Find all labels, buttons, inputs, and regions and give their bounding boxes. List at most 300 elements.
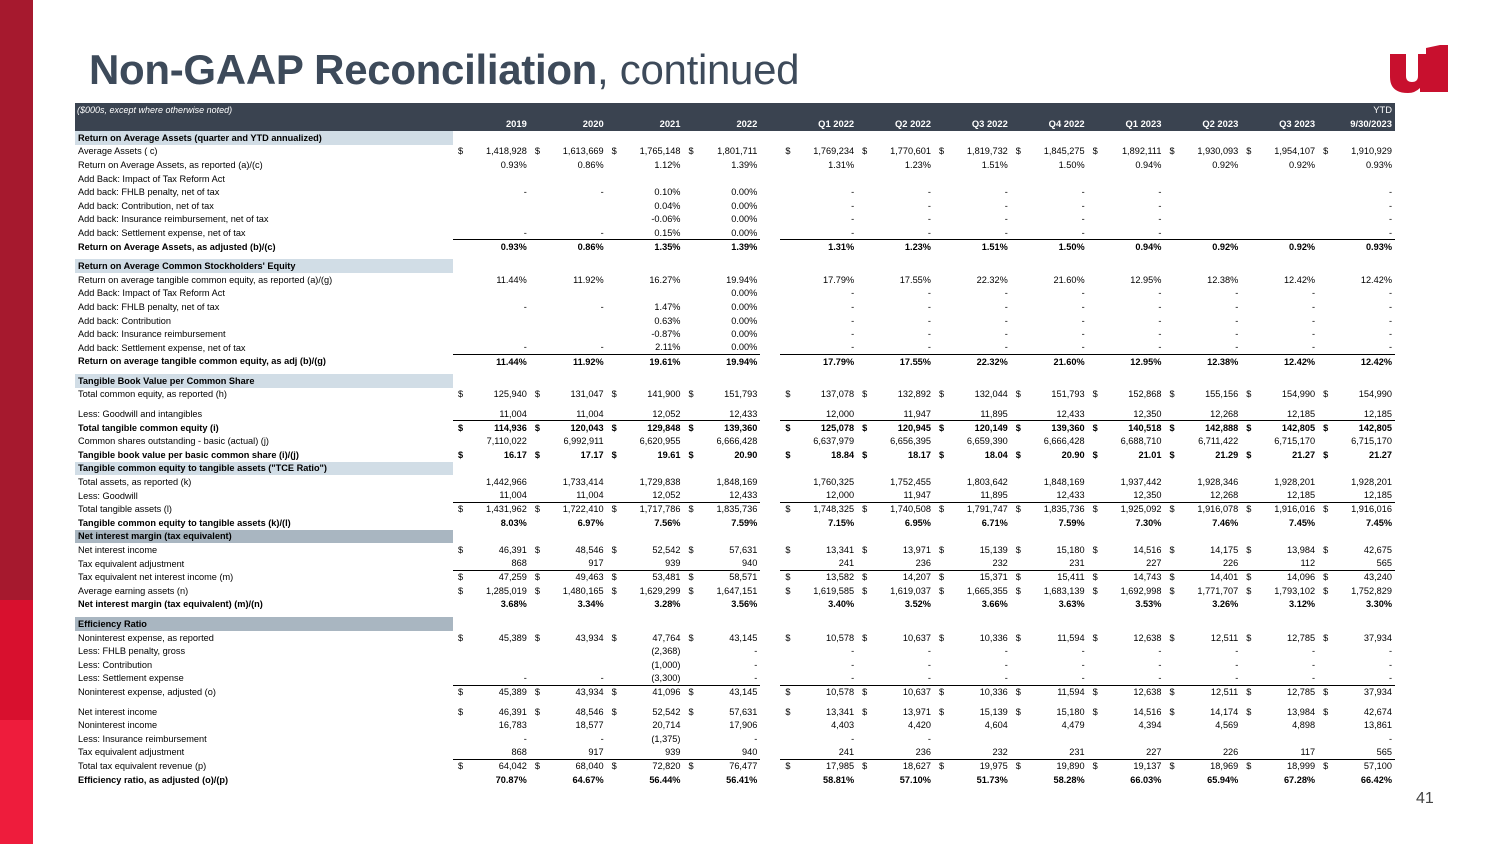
- row-label: Less: Goodwill and intangibles: [78, 409, 203, 420]
- table-cell: [607, 226, 684, 240]
- table-cell: [607, 314, 684, 328]
- cell-value: -: [1081, 227, 1085, 238]
- table-row: [75, 718, 1395, 732]
- cell-value: (3,300): [651, 673, 681, 684]
- table-cell: [607, 658, 684, 672]
- table-cell: [1088, 199, 1165, 213]
- table-cell: [607, 685, 684, 699]
- cell-value: -0.06%: [651, 214, 681, 225]
- table-cell: [934, 145, 1011, 159]
- cell-value: 12,785: [1287, 632, 1316, 643]
- table-cell: [857, 489, 934, 503]
- table-cell: [780, 718, 857, 732]
- table-cell: [934, 489, 1011, 503]
- cell-value: 67.28%: [1283, 774, 1316, 785]
- cell-value: 1.35%: [654, 241, 681, 252]
- cell-value: 1,937,442: [1120, 477, 1162, 488]
- row-label: Total tax equivalent revenue (p): [78, 760, 207, 771]
- table-cell: [530, 158, 607, 172]
- table-cell: [1088, 631, 1165, 645]
- cell-value: 12,433: [729, 490, 758, 501]
- col-header-quarter: Q2 2023: [1164, 117, 1241, 131]
- cell-value: 7.46%: [1212, 517, 1239, 528]
- table-cell: [1318, 314, 1395, 328]
- table-cell: [857, 759, 934, 773]
- row-label: Tangible common equity to tangible assets (k)/(l): [78, 517, 291, 528]
- table-cell: [1011, 584, 1088, 598]
- currency-symbol: $: [611, 687, 617, 698]
- cell-value: 1,848,169: [716, 477, 758, 488]
- table-cell: [857, 158, 934, 172]
- table-cell: [1088, 407, 1165, 421]
- table-cell: [1164, 584, 1241, 598]
- cell-value: -: [523, 342, 527, 353]
- table-cell: [607, 746, 684, 760]
- row-label: Tax equivalent net interest income (m): [78, 572, 234, 583]
- currency-symbol: $: [1169, 687, 1175, 698]
- table-cell: [1011, 759, 1088, 773]
- cell-value: 68,040: [575, 761, 604, 772]
- table-cell: [683, 516, 760, 530]
- table-cell: [1164, 746, 1241, 760]
- cell-value: -: [523, 301, 527, 312]
- table-cell: [857, 421, 934, 435]
- cell-value: 12,433: [1056, 408, 1085, 419]
- title-bold: Non-GAAP Reconciliation: [89, 46, 598, 93]
- cell-value: 72,820: [652, 761, 681, 772]
- cell-value: 1,819,732: [966, 146, 1008, 157]
- table-cell: [683, 240, 760, 254]
- currency-symbol: $: [1092, 585, 1098, 596]
- table-cell: [607, 502, 684, 516]
- cell-value: 1,431,962: [485, 504, 527, 515]
- table-cell: [607, 631, 684, 645]
- table-cell: [1318, 685, 1395, 699]
- cell-value: 11,004: [576, 408, 604, 419]
- cell-value: 43,145: [729, 632, 758, 643]
- table-cell: [1318, 388, 1395, 402]
- cell-value: 1,928,201: [1274, 477, 1316, 488]
- cell-value: 1,733,414: [562, 477, 604, 488]
- table-cell: [934, 434, 1011, 448]
- table-cell: [1088, 158, 1165, 172]
- ytd-header: YTD: [1318, 103, 1395, 117]
- table-cell: [530, 287, 607, 301]
- table-cell: [780, 543, 857, 557]
- cell-value: 1,629,299: [639, 585, 681, 596]
- table-cell: [607, 718, 684, 732]
- row-label: Noninterest income: [78, 720, 158, 731]
- table-cell: [683, 421, 760, 435]
- cell-value: 4,569: [1215, 720, 1239, 731]
- table-cell: [1011, 185, 1088, 199]
- currency-symbol: $: [458, 422, 464, 433]
- currency-symbol: $: [938, 706, 945, 717]
- section-header-row: [75, 374, 1395, 388]
- table-cell: [1088, 172, 1165, 186]
- table-cell: [607, 199, 684, 213]
- col-header-annual: 2019: [453, 117, 530, 131]
- currency-symbol: $: [458, 632, 464, 643]
- table-cell: [857, 672, 934, 686]
- cell-value: 1,692,998: [1120, 585, 1162, 596]
- cell-value: 45,389: [498, 687, 527, 698]
- currency-symbol: $: [534, 146, 540, 157]
- cell-value: 19,975: [979, 761, 1008, 772]
- table-cell: [1088, 489, 1165, 503]
- cell-value: -: [1004, 301, 1008, 312]
- table-cell: [857, 685, 934, 699]
- table-cell: [1011, 421, 1088, 435]
- cell-value: 48,546: [575, 706, 604, 717]
- table-cell: [1318, 407, 1395, 421]
- table-cell: [1164, 557, 1241, 571]
- cell-value: 6,992,911: [563, 436, 604, 447]
- table-cell: [453, 631, 530, 645]
- cell-value: 11,004: [499, 408, 527, 419]
- cell-value: 6.97%: [577, 517, 604, 528]
- table-row: [75, 287, 1395, 301]
- table-cell: [934, 746, 1011, 760]
- table-cell: [1318, 502, 1395, 516]
- cell-value: -: [1388, 227, 1392, 238]
- cell-value: 1,928,346: [1197, 477, 1239, 488]
- table-cell: [453, 644, 530, 658]
- table-cell: [453, 341, 530, 355]
- table-cell: [780, 773, 857, 787]
- table-row: [75, 355, 1395, 369]
- table-cell: [1318, 570, 1395, 584]
- cell-value: -: [1158, 329, 1162, 340]
- row-label: Less: FHLB penalty, gross: [78, 646, 186, 657]
- table-cell: [683, 502, 760, 516]
- cell-value: 18.17: [907, 449, 931, 460]
- table-cell: [934, 570, 1011, 584]
- table-cell: [934, 185, 1011, 199]
- cell-value: 12,433: [729, 408, 758, 419]
- table-cell: [607, 434, 684, 448]
- table-cell: [1088, 434, 1165, 448]
- cell-value: -: [1081, 301, 1085, 312]
- table-cell: [683, 631, 760, 645]
- table-cell: [934, 705, 1011, 719]
- table-cell: [453, 557, 530, 571]
- table-cell: [780, 145, 857, 159]
- cell-value: 868: [511, 558, 527, 569]
- table-cell: [780, 240, 857, 254]
- currency-symbol: $: [1246, 687, 1252, 698]
- cell-value: 66.03%: [1130, 774, 1162, 785]
- table-row: [75, 388, 1395, 402]
- table-cell: [1164, 388, 1241, 402]
- currency-symbol: $: [688, 585, 694, 596]
- table-cell: [1011, 658, 1088, 672]
- cell-value: 21.27: [1292, 449, 1316, 460]
- table-cell: [453, 273, 530, 287]
- cell-value: 21.60%: [1053, 356, 1085, 367]
- table-cell: [1011, 158, 1088, 172]
- table-cell: [1011, 407, 1088, 421]
- table-cell: [1088, 341, 1165, 355]
- table-cell: [857, 434, 934, 448]
- row-label: Total tangible common equity (i): [78, 422, 219, 433]
- cell-value: 11,594: [1057, 632, 1085, 643]
- cell-value: 6,656,395: [890, 436, 931, 447]
- table-cell: [683, 273, 760, 287]
- table-cell: [780, 185, 857, 199]
- table-row: [75, 543, 1395, 557]
- table-cell: [530, 226, 607, 240]
- currency-symbol: $: [1323, 632, 1329, 643]
- table-row: [75, 448, 1395, 462]
- table-cell: [607, 644, 684, 658]
- table-cell: [453, 300, 530, 314]
- table-cell: [607, 213, 684, 227]
- table-cell: [453, 388, 530, 402]
- section-header-row: [75, 259, 1395, 273]
- cell-value: 4,604: [984, 720, 1008, 731]
- cell-value: 125,940: [493, 389, 527, 400]
- table-row: [75, 407, 1395, 421]
- table-cell: [1318, 172, 1395, 186]
- currency-symbol: $: [1169, 504, 1175, 515]
- cell-value: 1,752,455: [890, 477, 931, 488]
- table-cell: [453, 773, 530, 787]
- table-cell: [530, 273, 607, 287]
- cell-value: -: [1235, 301, 1239, 312]
- col-header-quarter: Q2 2022: [857, 117, 934, 131]
- table-cell: [934, 475, 1011, 489]
- cell-value: -: [1388, 187, 1392, 198]
- table-row: [75, 631, 1395, 645]
- cell-value: -: [1235, 315, 1239, 326]
- cell-value: 0.94%: [1135, 241, 1162, 252]
- cell-value: 1,665,355: [966, 585, 1008, 596]
- cell-value: -: [851, 646, 855, 657]
- table-row: [75, 199, 1395, 213]
- cell-value: 231: [1069, 747, 1085, 758]
- table-row: [75, 773, 1395, 787]
- currency-symbol: $: [611, 572, 617, 583]
- cell-value: 43,934: [575, 687, 604, 698]
- row-label: Tax equivalent adjustment: [78, 747, 185, 758]
- table-cell: [1241, 314, 1318, 328]
- cell-value: -: [851, 301, 855, 312]
- table-cell: [530, 448, 607, 462]
- cell-value: 46,391: [498, 706, 527, 717]
- table-row: [75, 421, 1395, 435]
- currency-symbol: $: [458, 687, 464, 698]
- cell-value: -: [1158, 288, 1162, 299]
- cell-value: 12,185: [1287, 490, 1316, 501]
- row-label: Net interest margin (tax equivalent) (m)/(n): [78, 599, 263, 610]
- table-cell: [1164, 502, 1241, 516]
- cell-value: 1.51%: [981, 159, 1008, 170]
- table-cell: [1241, 557, 1318, 571]
- cell-value: 56.44%: [649, 774, 681, 785]
- table-row: [75, 434, 1395, 448]
- cell-value: 37,934: [1363, 687, 1392, 698]
- table-cell: [1088, 421, 1165, 435]
- cell-value: 12.42%: [1360, 274, 1392, 285]
- cell-value: 45,389: [498, 632, 527, 643]
- currency-symbol: $: [458, 585, 464, 596]
- table-cell: [683, 158, 760, 172]
- col-header-annual: 2022: [683, 117, 760, 131]
- cell-value: 7.45%: [1365, 517, 1392, 528]
- cell-value: -: [851, 342, 855, 353]
- table-cell: [1011, 557, 1088, 571]
- cell-value: 565: [1376, 558, 1392, 569]
- cell-value: 21.01: [1138, 449, 1162, 460]
- cell-value: -: [600, 187, 604, 198]
- cell-value: 47,259: [498, 572, 527, 583]
- col-header-quarter: Q4 2022: [1011, 117, 1088, 131]
- col-header-quarter: Q1 2022: [780, 117, 857, 131]
- col-header-quarter: Q3 2022: [934, 117, 1011, 131]
- table-cell: [1088, 314, 1165, 328]
- cell-value: 1,954,107: [1274, 146, 1316, 157]
- currency-symbol: $: [1015, 761, 1021, 772]
- table-cell: [1241, 732, 1318, 746]
- cell-value: -: [1004, 673, 1008, 684]
- cell-value: -: [1388, 329, 1392, 340]
- cell-value: 12,511: [1210, 632, 1239, 643]
- cell-value: -: [1388, 673, 1392, 684]
- table-cell: [1088, 759, 1165, 773]
- table-cell: [857, 355, 934, 369]
- table-cell: [857, 273, 934, 287]
- cell-value: -: [851, 733, 855, 744]
- row-label: Net interest income: [78, 706, 158, 717]
- table-cell: [1241, 185, 1318, 199]
- table-cell: [934, 543, 1011, 557]
- table-cell: [683, 773, 760, 787]
- cell-value: 6.71%: [981, 517, 1008, 528]
- table-cell: [530, 314, 607, 328]
- table-cell: [1318, 145, 1395, 159]
- currency-symbol: $: [458, 761, 464, 772]
- cell-value: 0.63%: [654, 315, 681, 326]
- cell-value: 14,207: [902, 572, 931, 583]
- cell-value: 120,945: [897, 422, 931, 433]
- currency-symbol: $: [611, 449, 617, 460]
- table-cell: [1318, 226, 1395, 240]
- cell-value: 12.95%: [1130, 274, 1162, 285]
- cell-value: 1.23%: [904, 241, 931, 252]
- table-cell: [780, 516, 857, 530]
- cell-value: 14,175: [1210, 545, 1239, 556]
- table-cell: [453, 407, 530, 421]
- currency-symbol: $: [1169, 706, 1175, 717]
- cell-value: 917: [588, 558, 604, 569]
- cell-value: -: [1312, 646, 1316, 657]
- cell-value: 1.12%: [654, 159, 681, 170]
- table-cell: [780, 644, 857, 658]
- table-cell: [857, 658, 934, 672]
- cell-value: -: [1312, 342, 1316, 353]
- cell-value: 15,411: [1057, 572, 1085, 583]
- table-cell: [530, 543, 607, 557]
- currency-symbol: $: [938, 572, 945, 583]
- table-cell: [1088, 732, 1165, 746]
- section-title: Net interest margin (tax equivalent): [75, 530, 453, 544]
- table-cell: [607, 543, 684, 557]
- cell-value: 1,928,201: [1351, 477, 1392, 488]
- cell-value: 7.45%: [1289, 517, 1316, 528]
- cell-value: -: [1235, 646, 1239, 657]
- table-cell: [683, 434, 760, 448]
- cell-value: 12,052: [652, 490, 681, 501]
- table-cell: [1164, 489, 1241, 503]
- cell-value: 17.17: [580, 449, 604, 460]
- table-cell: [453, 314, 530, 328]
- table-row: [75, 658, 1395, 672]
- table-cell: [1241, 584, 1318, 598]
- cell-value: 1,916,078: [1197, 504, 1239, 515]
- row-label: Add back: FHLB penalty, net of tax: [78, 301, 220, 312]
- cell-value: 18,577: [575, 720, 604, 731]
- cell-value: 154,990: [1281, 389, 1316, 400]
- cell-value: 21.29: [1215, 449, 1239, 460]
- table-cell: [607, 407, 684, 421]
- table-cell: [1088, 584, 1165, 598]
- row-label: Less: Goodwill: [78, 490, 138, 501]
- currency-symbol: $: [1169, 545, 1175, 556]
- cell-value: -: [1004, 315, 1008, 326]
- table-cell: [1318, 434, 1395, 448]
- cell-value: 1,791,747: [966, 504, 1008, 515]
- table-cell: [857, 145, 934, 159]
- currency-symbol: $: [785, 504, 791, 515]
- table-cell: [934, 199, 1011, 213]
- table-row: [75, 732, 1395, 746]
- cell-value: 12,185: [1363, 490, 1392, 501]
- table-cell: [1011, 475, 1088, 489]
- currency-symbol: $: [938, 389, 945, 400]
- table-cell: [453, 746, 530, 760]
- currency-symbol: $: [938, 422, 945, 433]
- cell-value: 4,394: [1138, 720, 1162, 731]
- table-cell: [1088, 644, 1165, 658]
- cell-value: 12,268: [1210, 408, 1239, 419]
- cell-value: 155,156: [1205, 389, 1239, 400]
- reconciliation-table-container: [75, 103, 1395, 786]
- table-cell: [453, 718, 530, 732]
- table-cell: [1088, 300, 1165, 314]
- table-cell: [1164, 434, 1241, 448]
- cell-value: 1.51%: [981, 241, 1008, 252]
- table-cell: [780, 434, 857, 448]
- cell-value: 1.31%: [828, 159, 855, 170]
- table-cell: [683, 327, 760, 341]
- cell-value: 3.63%: [1058, 599, 1085, 610]
- table-cell: [857, 475, 934, 489]
- cell-value: 17,985: [826, 761, 855, 772]
- currency-symbol: $: [1092, 545, 1098, 556]
- table-cell: [1088, 273, 1165, 287]
- accent-segment: [0, 600, 33, 720]
- cell-value: 0.93%: [500, 159, 527, 170]
- row-label: Return on Average Assets, as adjusted (b)/(c): [78, 241, 276, 252]
- currency-symbol: $: [1015, 706, 1021, 717]
- cell-value: 129,848: [647, 422, 681, 433]
- cell-value: 14,401: [1210, 572, 1239, 583]
- table-cell: [1164, 240, 1241, 254]
- table-cell: [683, 199, 760, 213]
- table-cell: [683, 341, 760, 355]
- currency-symbol: $: [785, 761, 791, 772]
